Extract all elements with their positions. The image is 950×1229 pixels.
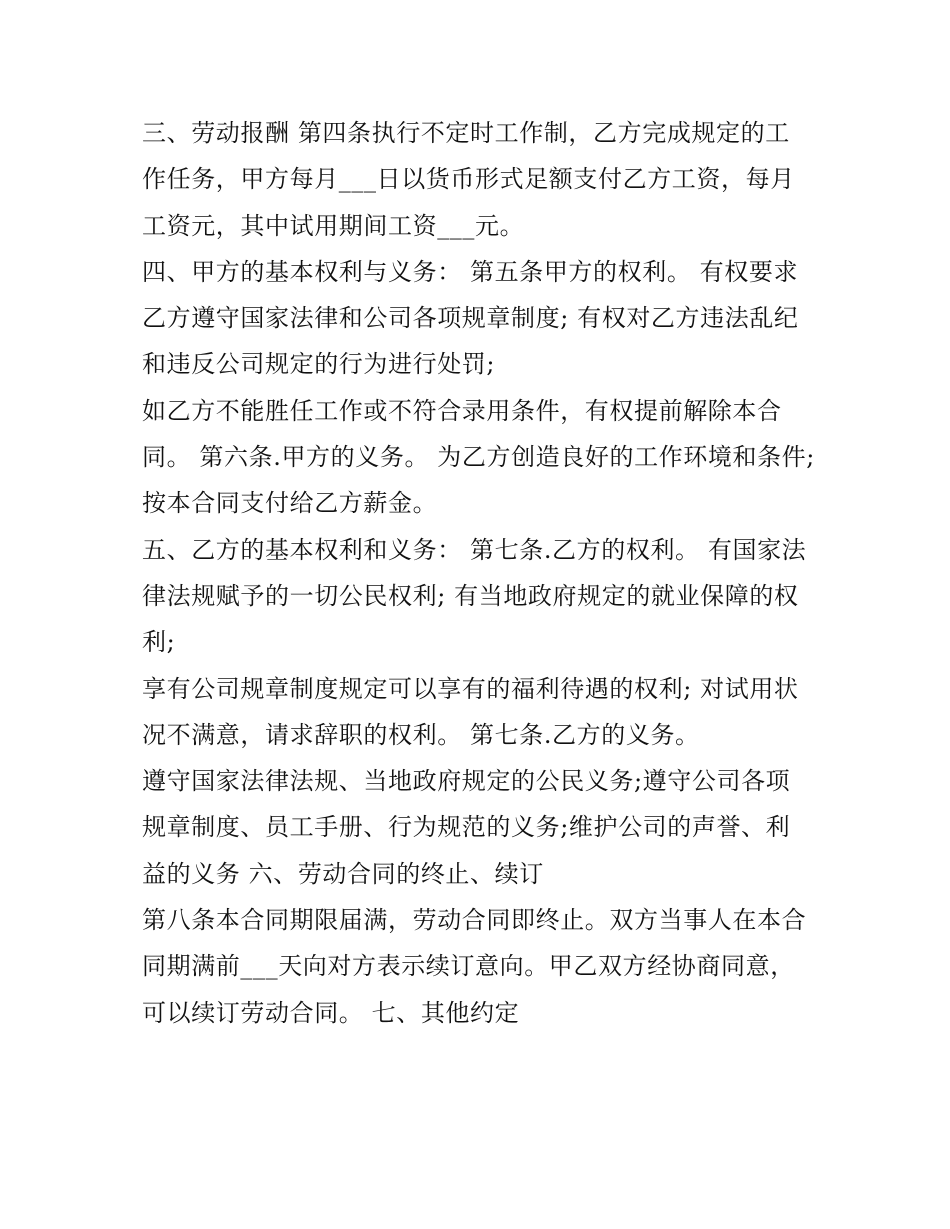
text-line: 律法规赋予的一切公民权利; 有当地政府规定的就业保障的权 (142, 581, 799, 610)
text-line: 享有公司规章制度规定可以享有的福利待遇的权利; 对试用状 (142, 674, 799, 703)
text-line: 如乙方不能胜任工作或不符合录用条件，有权提前解除本合 (142, 396, 782, 425)
text-line: 按本合同支付给乙方薪金。 (142, 489, 438, 518)
text-line: 五、乙方的基本权利和义务： 第七条.乙方的权利。 有国家法 (142, 535, 807, 564)
text-line: 乙方遵守国家法律和公司各项规章制度; 有权对乙方违法乱纪 (142, 304, 799, 333)
text-line: 规章制度、员工手册、行为规范的义务;维护公司的声誉、利 (142, 813, 791, 842)
text-line: 作任务，甲方每月___日以货币形式足额支付乙方工资，每月 (142, 165, 795, 194)
text-line: 可以续订劳动合同。 七、其他约定 (142, 998, 520, 1027)
text-line: 利; (142, 628, 176, 657)
text-line: 三、劳动报酬 第四条执行不定时工作制，乙方完成规定的工 (142, 119, 790, 147)
text-line: 四、甲方的基本权利与义务： 第五条甲方的权利。 有权要求 (142, 257, 799, 286)
document-body (142, 110, 832, 1036)
text-line: 遵守国家法律法规、当地政府规定的公民义务;遵守公司各项 (142, 767, 791, 796)
text-line: 工资元，其中试用期间工资___元。 (142, 211, 525, 240)
text-line: 益的义务 六、劳动合同的终止、续订 (142, 859, 544, 888)
text-line: 同期满前___天向对方表示续订意向。甲乙双方经协商同意， (142, 952, 795, 981)
text-line: 第八条本合同期限届满，劳动合同即终止。双方当事人在本合 (142, 906, 807, 935)
text-line: 同。 第六条.甲方的义务。 为乙方创造良好的工作环境和条件; (142, 443, 815, 472)
text-line: 况不满意，请求辞职的权利。 第七条.乙方的义务。 (142, 720, 700, 749)
text-line: 和违反公司规定的行为进行处罚; (142, 350, 496, 379)
